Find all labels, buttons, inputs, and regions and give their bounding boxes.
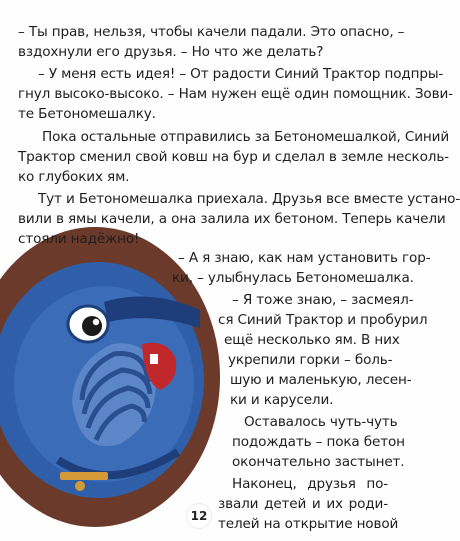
text-line-15: ся Синий Трактор и пробурил [218,312,428,328]
text-line-3: – У меня есть идея! – От радости Синий Трактор подпры- [38,66,444,82]
text-line-22: окончательно застынет. [232,454,405,470]
text-line-20: Оставалось чуть-чуть [244,414,398,430]
text-line-4: гнул высоко-высоко. – Нам нужен ещё один помощник. Зови- [18,86,453,102]
text-line-5: те Бетономешалку. [18,106,156,122]
text-line-23: Наконец, друзья по- [232,476,388,492]
text-line-2: вздохнули его друзья. – Но что же делать? [18,44,324,60]
text-line-8: ко глубоких ям. [18,169,130,185]
tractor-eye [68,306,108,342]
text-line-24: звали детей и их роди- [218,496,388,512]
text-line-12: – А я знаю, как нам установить гор- [178,250,431,266]
text-line-18: шую и маленькую, лесен- [230,372,412,388]
text-line-25: телей на открытие новой [218,516,399,532]
text-line-17: укрепили горки – боль- [228,352,393,368]
text-line-13: ки, – улыбнулась Бетономешалка. [172,270,414,286]
text-line-14: – Я тоже знаю, – засмеял- [232,292,414,308]
text-line-6: Пока остальные отправились за Бетономешалкой, Синий [42,129,450,145]
page-number: 12 [187,504,211,528]
text-line-16: ещё несколько ям. В них [224,332,400,348]
text-line-19: ки и карусели. [230,392,334,408]
text-line-21: подождать – пока бетон [232,434,405,450]
text-line-7: Трактор сменил свой ковш на бур и сделал в земле несколь- [18,149,449,165]
text-line-9: Тут и Бетономешалка приехала. Друзья все вместе устано- [38,191,460,207]
text-line-11: стояли надёжно! [18,231,140,247]
text-line-1: – Ты прав, нельзя, чтобы качели падали. Это опасно, – [18,24,405,40]
text-line-10: вили в ямы качели, а она залила их бетоном. Теперь качели [18,211,446,227]
